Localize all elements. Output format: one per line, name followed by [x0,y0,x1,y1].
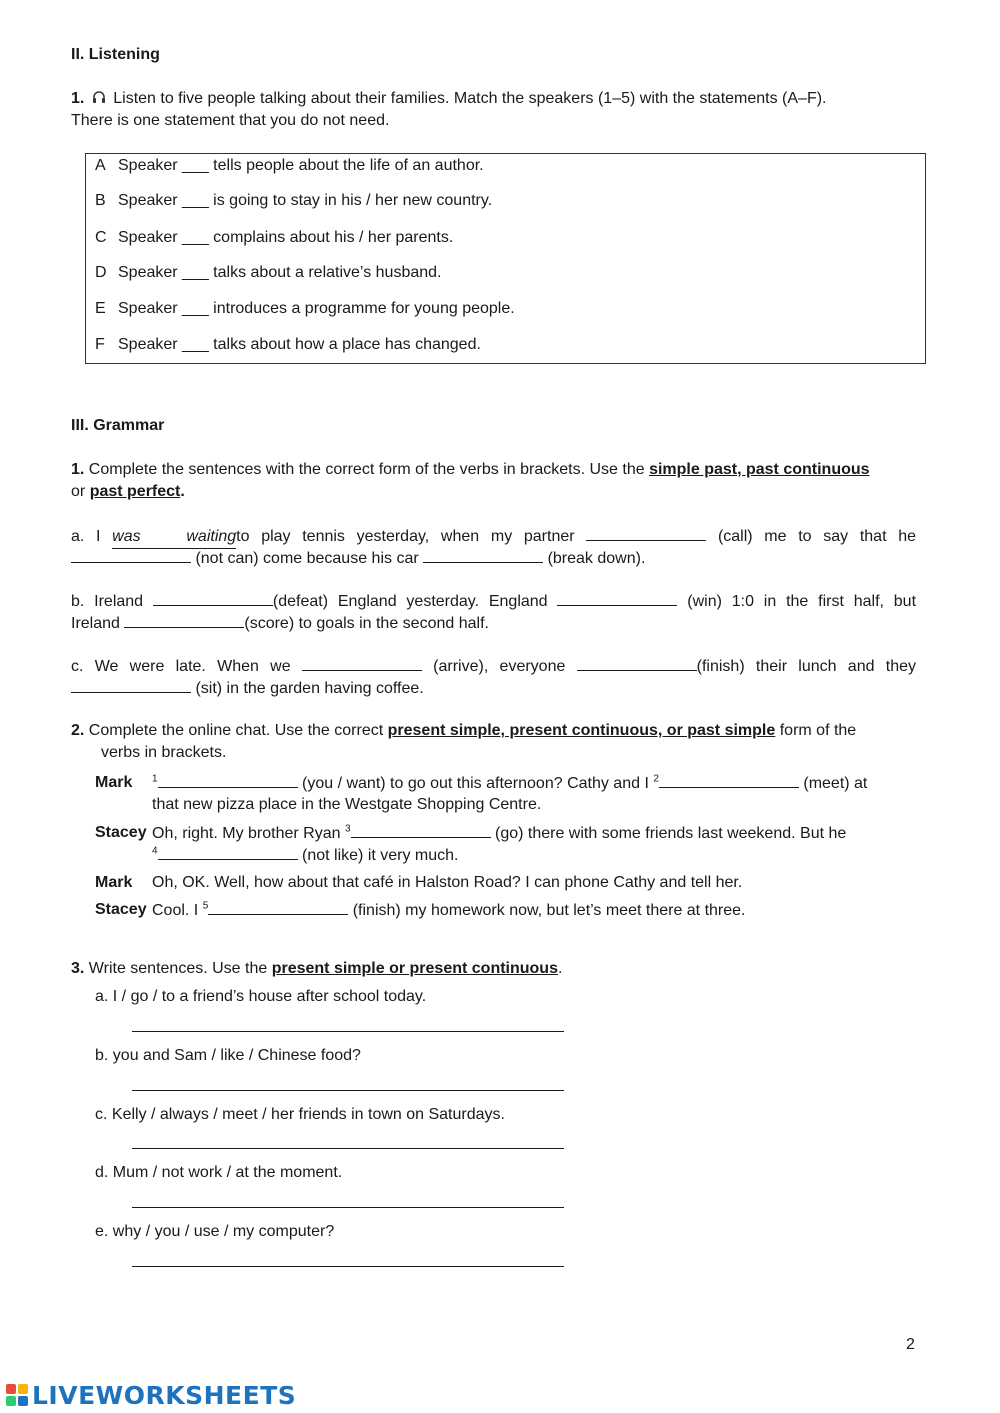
answer-line[interactable] [132,1090,564,1091]
listening-instruction-line2: There is one statement that you do not need. [71,112,390,129]
chat-message: Oh, right. My brother Ryan $^3$ (go) there with some friends last weekend. But he [152,823,847,842]
grammar-heading: III. Grammar [71,417,165,434]
blank-field[interactable] [586,525,706,541]
answer-line[interactable] [132,1266,564,1267]
liveworksheets-logo [6,1381,296,1409]
task3-item-b: b. you and Sam / like / Chinese food? [95,1047,361,1064]
grammar-task2-instruction: 2. Complete the online chat. Use the correct present simple, present continuous, or past simple form of the [71,722,857,739]
blank-field[interactable] [158,772,298,788]
sentence-a-line2: (not can) come because his car (break down). [71,547,645,570]
instruction-text: Listen to five people talking about their families. Match the speakers (1–5) with the statements (A–F). [113,90,827,107]
task3-item-a: a. I / go / to a friend’s house after school today. [95,988,427,1005]
sentence-b-line2: Ireland (score) to goals in the second half. [71,612,489,635]
sentence-b-line1: b. Ireland (defeat) England yesterday. England (win) 1:0 in the first half, but [71,590,916,613]
blank-field[interactable] [302,655,422,671]
blank-field[interactable] [208,899,348,915]
blank-field[interactable] [659,772,799,788]
blank-field[interactable] [351,822,491,838]
sentence-c-line1: c. We were late. When we (arrive), everyone (finish) their lunch and they [71,655,916,678]
answer-line[interactable] [132,1207,564,1208]
task-number: 1. [71,90,85,107]
statement-d: D Speaker ___ talks about a relative’s husband. [95,264,442,281]
answer-line[interactable] [132,1148,564,1149]
statement-c: C Speaker ___ complains about his / her parents. [95,229,454,246]
chat-message: Cool. I $^5$ (finish) my homework now, but let’s meet there at three. [152,900,746,919]
chat-speaker-mark: Mark [95,774,133,791]
sentence-a-line1: a. I was waitingto play tennis yesterday, when my partner (call) me to say that he [71,525,916,549]
page-number: 2 [906,1336,915,1353]
grammar-task1-instruction: 1. Complete the sentences with the correct form of the verbs in brackets. Use the simple past, past continuous or past perfect. [71,461,870,500]
chat-speaker-mark: Mark [95,874,133,891]
chat-message: Oh, OK. Well, how about that café in Halston Road? I can phone Cathy and tell her. [152,874,743,891]
blank-field[interactable] [158,844,298,860]
chat-message-cont: $^4$ (not like) it very much. [152,845,459,864]
blank-field[interactable] [124,612,244,628]
headphones-icon [92,89,106,103]
blank-field[interactable] [423,547,543,563]
blank-field[interactable] [577,655,697,671]
chat-speaker-stacey: Stacey [95,901,147,918]
chat-message-cont: that new pizza place in the Westgate Shopping Centre. [152,796,542,813]
statement-e: E Speaker ___ introduces a programme for young people. [95,300,515,317]
grammar-task3-instruction: 3. Write sentences. Use the present simple or present continuous. [71,960,563,977]
blank-field[interactable] [71,677,191,693]
sentence-c-line2: (sit) in the garden having coffee. [71,677,424,700]
statement-a: A Speaker ___ tells people about the life of an author. [95,157,484,174]
task3-item-e: e. why / you / use / my computer? [95,1223,335,1240]
task3-item-c: c. Kelly / always / meet / her friends in town on Saturdays. [95,1106,505,1123]
blank-field[interactable] [557,590,677,606]
chat-speaker-stacey: Stacey [95,824,147,841]
listening-heading: II. Listening [71,46,160,63]
blank-field[interactable] [71,547,191,563]
statements-box [85,153,926,364]
chat-message: $^1$ (you / want) to go out this afternoon? Cathy and I $^2$ (meet) at [152,773,868,792]
statement-b: B Speaker ___ is going to stay in his / her new country. [95,192,493,209]
logo-text: LIVEWORKSHEETS [32,1380,297,1410]
blank-field[interactable] [153,590,273,606]
logo-grid-icon [6,1384,28,1406]
statement-f: F Speaker ___ talks about how a place has changed. [95,336,481,353]
grammar-task2-instruction-line2: verbs in brackets. [101,744,227,761]
listening-instruction [71,88,827,110]
task3-item-d: d. Mum / not work / at the moment. [95,1164,343,1181]
answer-line[interactable] [132,1031,564,1032]
answer-field-a[interactable]: was waiting [112,526,236,549]
